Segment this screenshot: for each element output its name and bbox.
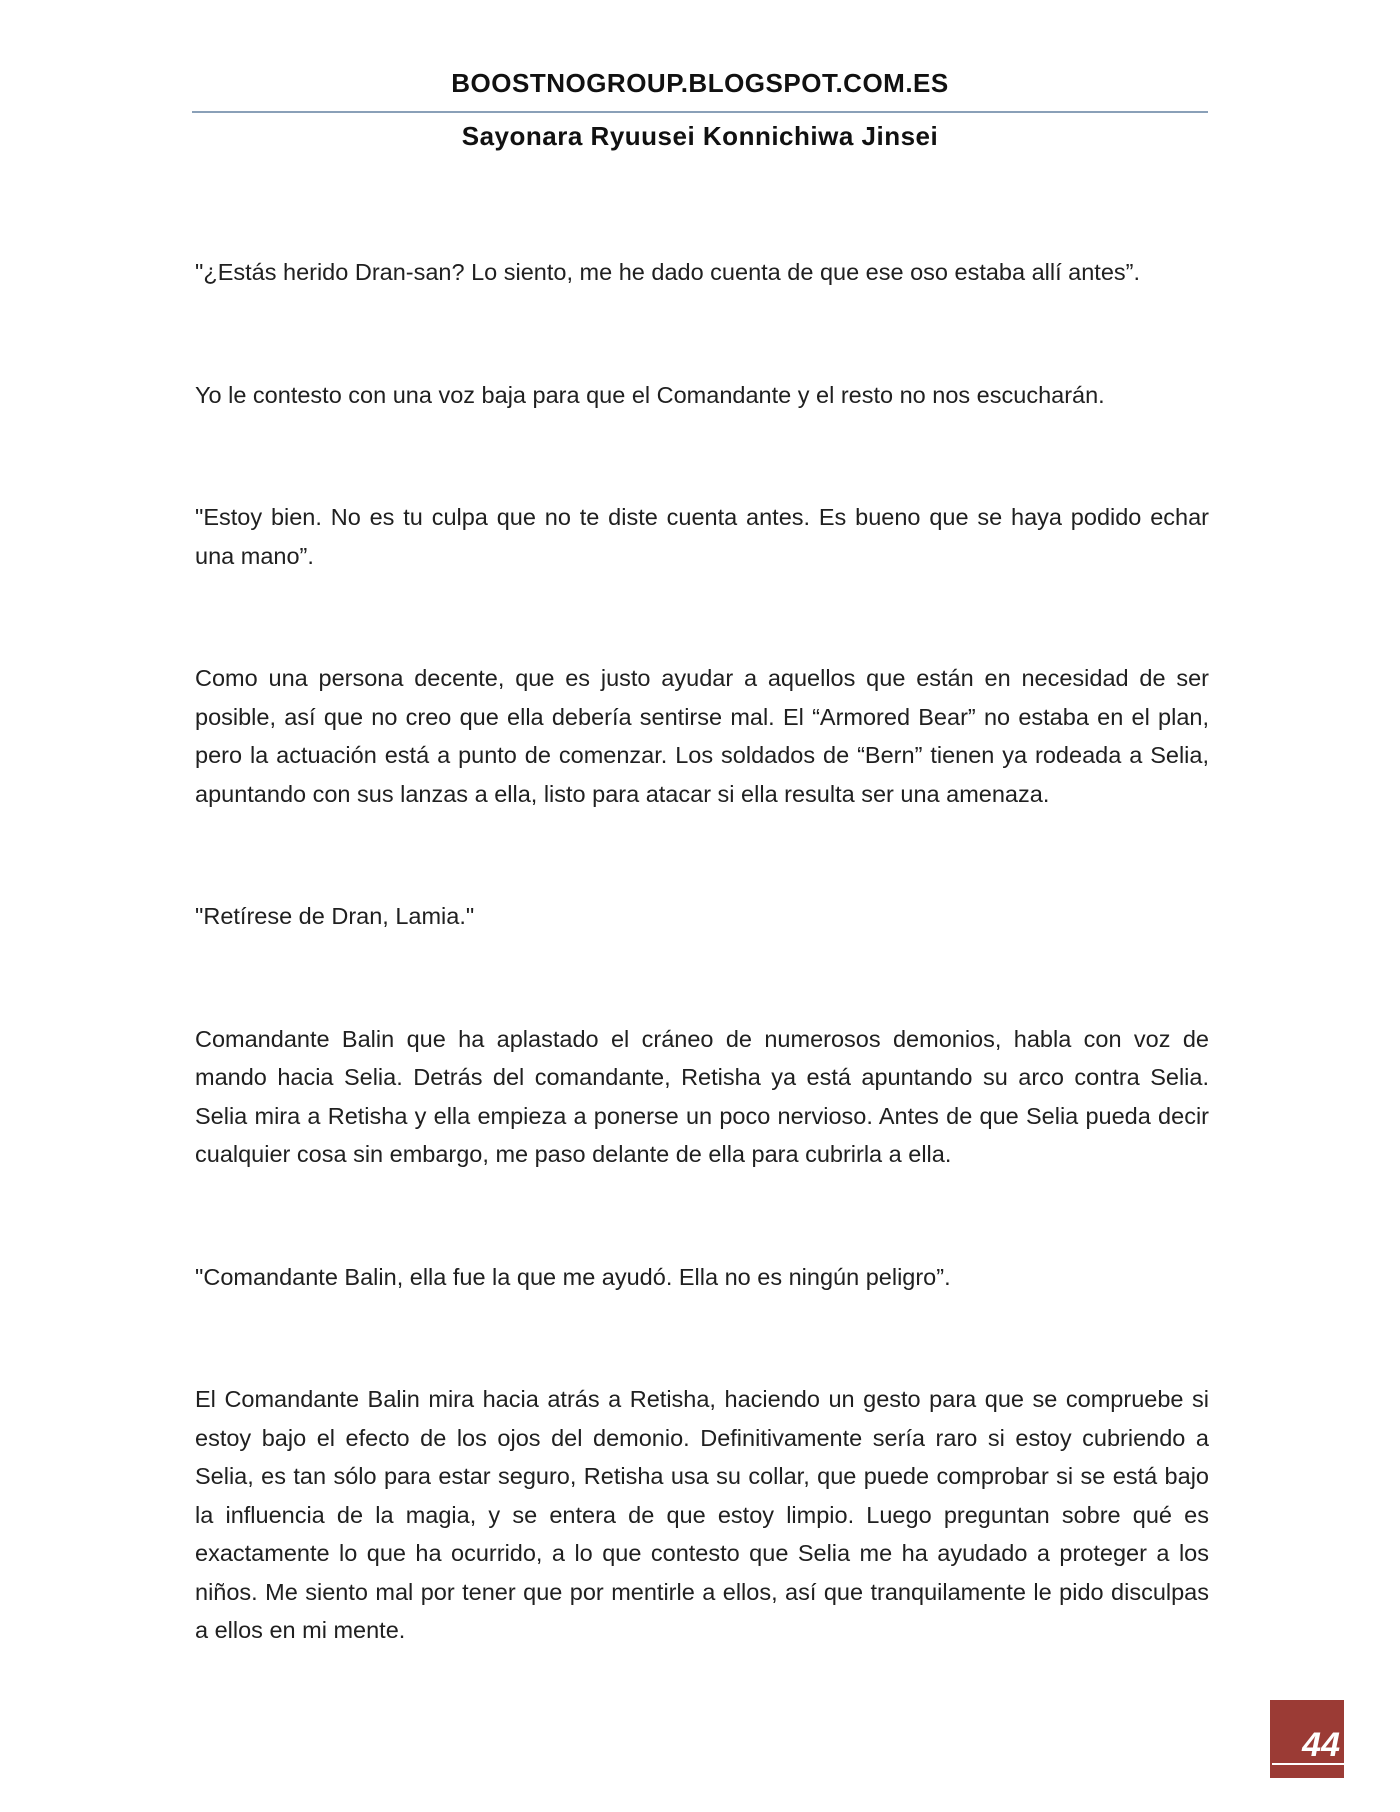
paragraph: "Comandante Balin, ella fue la que me ayudó. Ella no es ningún peligro”. — [195, 1263, 951, 1290]
paragraph: "¿Estás herido Dran-san? Lo siento, me he dado cuenta de que ese oso estaba allí antes”. — [195, 259, 1141, 285]
paragraph: El Comandante Balin mira hacia atrás a Retisha, haciendo un gesto para que se compruebe si estoy bajo el efecto de los ojos del demonio. Definitivamente sería raro si estoy cubriendo a Selia, es tan sólo para estar seguro, Retisha usa su collar, que puede comprobar si se está bajo la influencia de la magia, y se entera de que estoy limpio. Luego preguntan sobre qué es exactamente lo que ha ocurrido, a lo que contesto que Selia me ha ayudado a proteger a los niños. Me siento mal por tener que por mentirle a ellos, así que tranquilamente le pido disculpas a ellos en mi mente. — [195, 1386, 1209, 1643]
paragraph: Yo le contesto con una voz baja para que el Comandante y el resto no nos escucharán. — [195, 381, 1105, 408]
header-novel-title: Sayonara Ryuusei Konnichiwa Jinsei — [461, 121, 939, 151]
paragraph: "Retírese de Dran, Lamia." — [195, 903, 475, 929]
paragraph: "Estoy bien. No es tu culpa que no te diste cuenta antes. Es bueno que se haya podido echar una mano”. — [195, 504, 1209, 569]
page-number: 44 — [1302, 1726, 1340, 1764]
paragraph: Comandante Balin que ha aplastado el cráneo de numerosos demonios, habla con voz de mando hacia Selia. Detrás del comandante, Retisha ya está apuntando su arco contra Selia. Selia mira a Retisha y ella empieza a ponerse un poco nervioso. Antes de que Selia pueda decir cualquier cosa sin embargo, me paso delante de ella para cubrirla a ella. — [195, 1025, 1209, 1167]
header-divider — [192, 111, 1208, 113]
body-text — [195, 253, 1209, 1650]
paragraph: Como una persona decente, que es justo ayudar a aquellos que están en necesidad de ser posible, así que no creo que ella debería sentirse mal. El “Armored Bear” no estaba en el plan, pero la actuación está a punto de comenzar. Los soldados de “Bern” tienen ya rodeada a Selia, apuntando con sus lanzas a ella, listo para atacar si ella resulta ser una amenaza. — [195, 665, 1209, 807]
header-site-name: BOOSTNOGROUP.BLOGSPOT.COM.ES — [451, 68, 949, 98]
